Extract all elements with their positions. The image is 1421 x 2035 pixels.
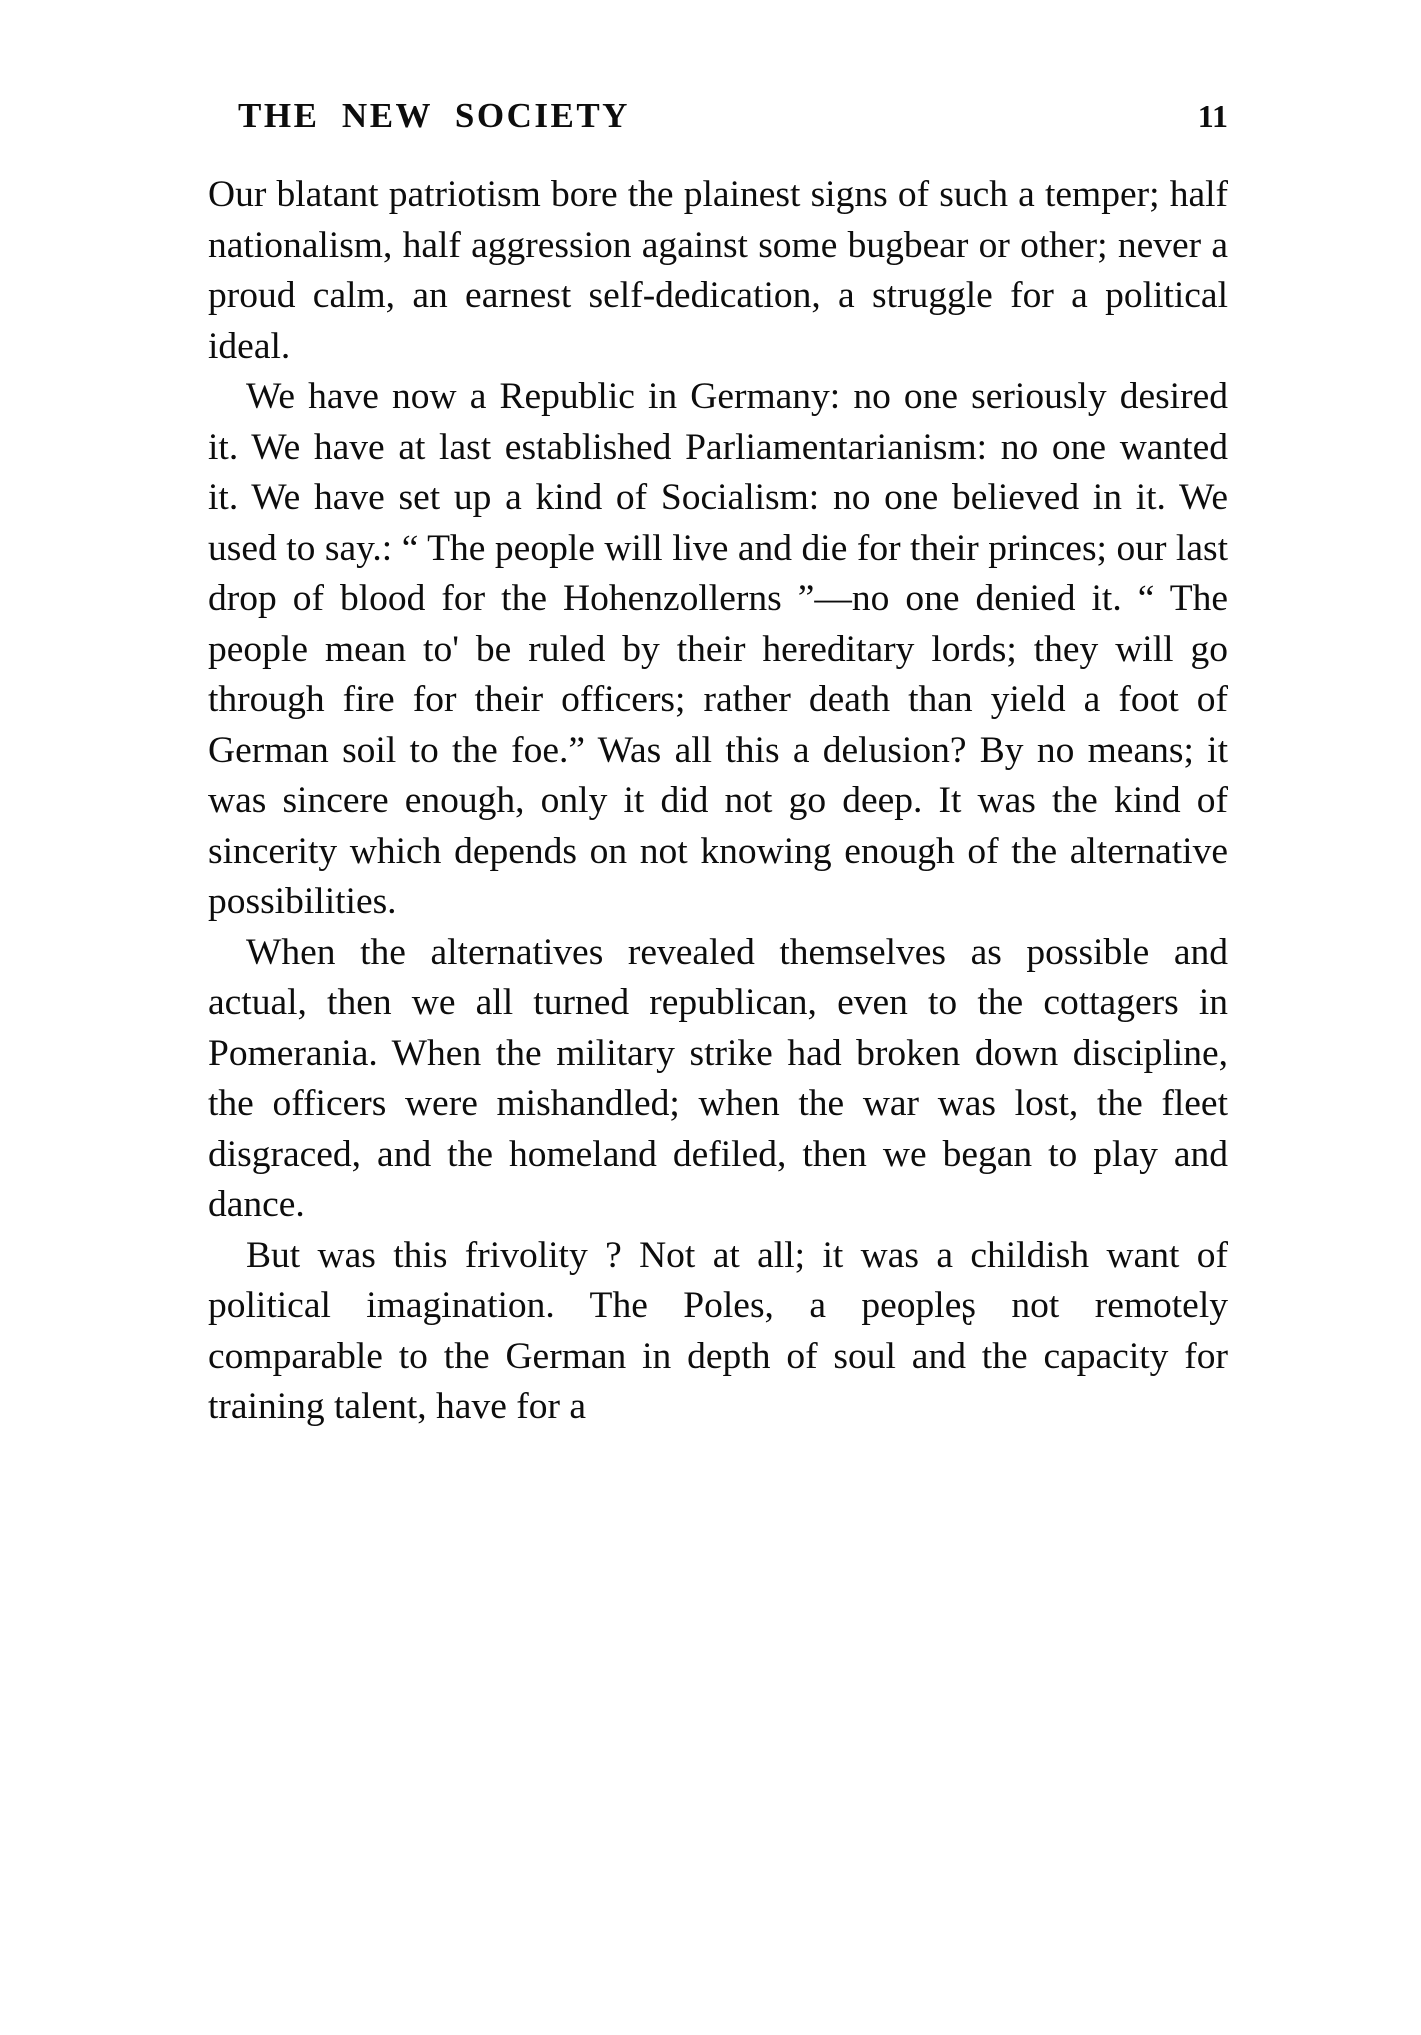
running-head: [208, 96, 1228, 136]
paragraph-4: But was this frivolity ? Not at all; it was a childish want of political imagination. The Poles, a peopleʂ not remotely comparable to the German in depth of soul and the capacity for training talent, have for a: [208, 1234, 1228, 1427]
paragraph-2: We have now a Republic in Germany: no one seriously desired it. We have at last established Parliamentarianism: no one wanted it. We have set up a kind of Socialism: no one believed in it. We used to say.: “ The people will live and die for their princes; our last drop of blood for the Hohenzollerns ”—no one denied it. “ The people mean to' be ruled by their hereditary lords; they will go through fire for their officers; rather death than yield a foot of German soil to the foe.” Was all this a delusion? By no means; it was sincere enough, only it did not go deep. It was the kind of sincerity which depends on not knowing enough of the alternative possibilities.: [208, 376, 1228, 922]
page-content: [208, 96, 1228, 1433]
paragraph-1: Our blatant patriotism bore the plainest signs of such a temper; half nationalism, half aggression against some bugbear or other; never a proud calm, an earnest self-dedication, a struggle for a political ideal.: [208, 174, 1228, 367]
running-head-title: THE NEW SOCIETY: [238, 96, 630, 135]
page-number: 11: [1197, 98, 1228, 134]
body-text: [208, 170, 1228, 1433]
paragraph-3: When the alternatives revealed themselves as possible and actual, then we all turned republican, even to the cottagers in Pomerania. When the military strike had broken down discipline, the officers were mishandled; when the war was lost, the fleet disgraced, and the homeland defiled, then we began to play and dance.: [208, 931, 1228, 1225]
